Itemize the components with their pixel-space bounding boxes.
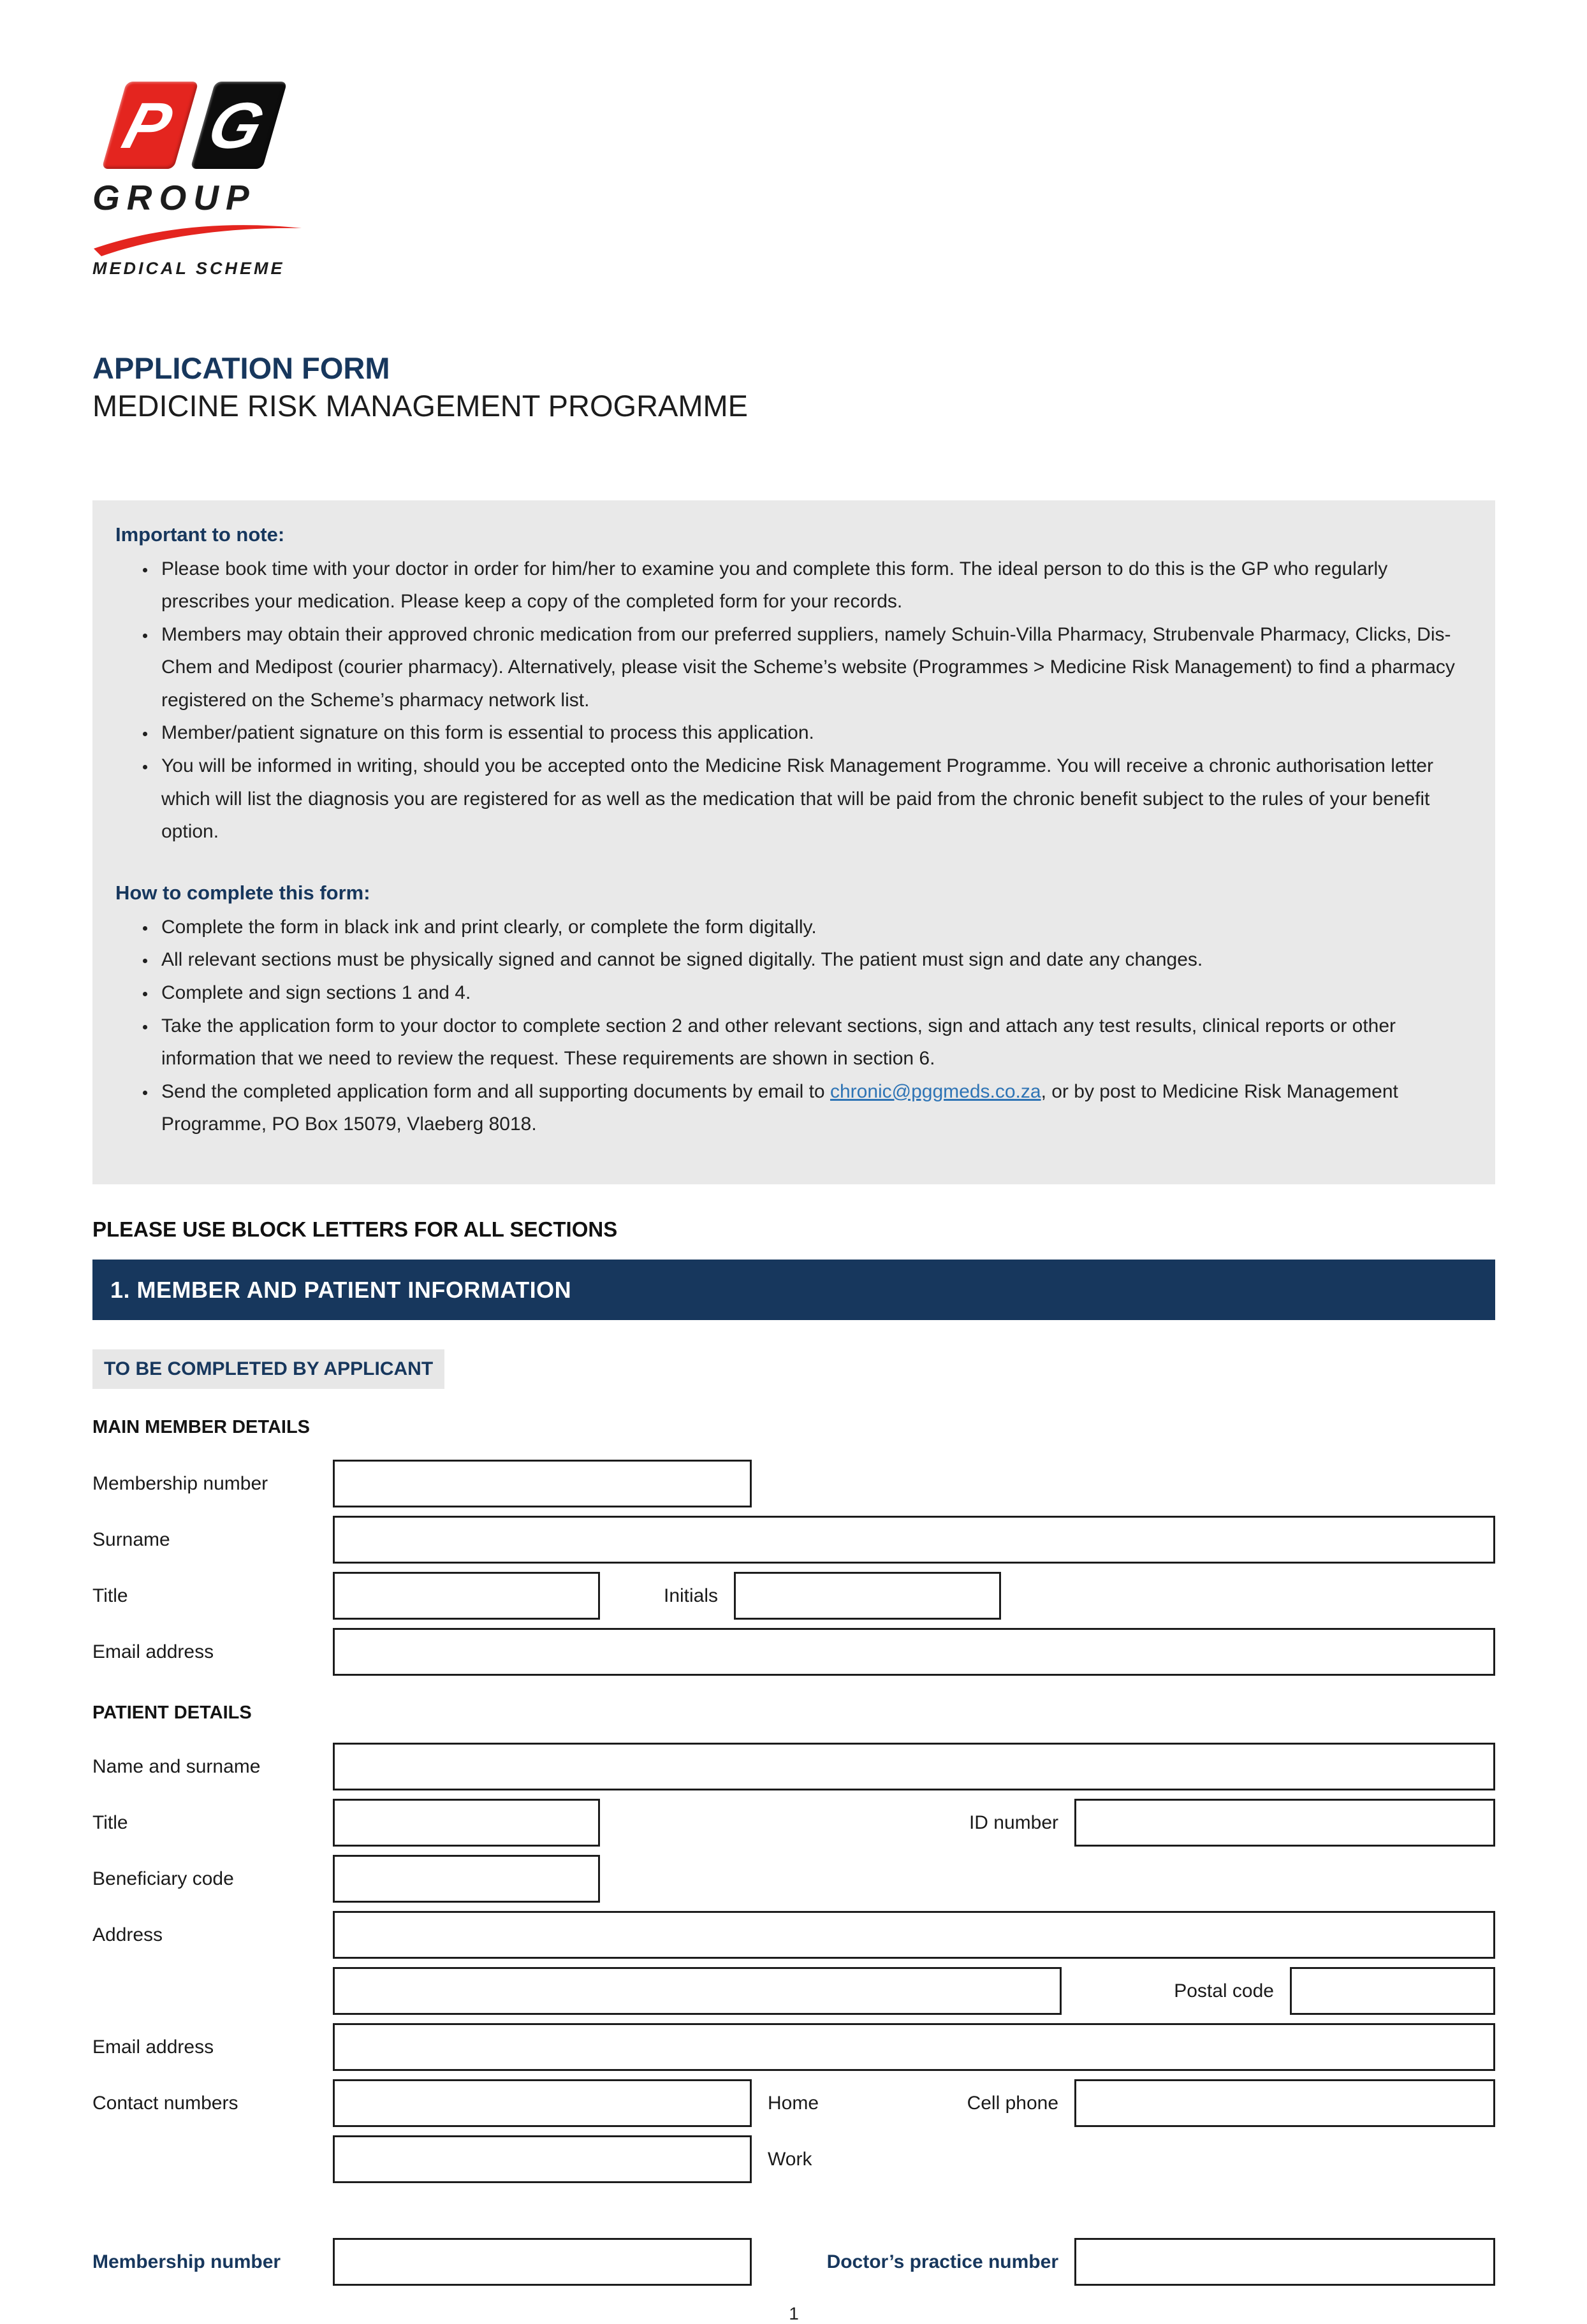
page-title: APPLICATION FORM bbox=[92, 351, 390, 385]
membership-number-row bbox=[92, 1460, 1495, 1507]
logo-tagline: MEDICAL SCHEME bbox=[92, 259, 285, 278]
surname-input[interactable] bbox=[333, 1516, 1495, 1564]
member-email-label: Email address bbox=[92, 1641, 214, 1662]
section-1-title: 1. MEMBER AND PATIENT INFORMATION bbox=[110, 1276, 572, 1303]
patient-name-row bbox=[92, 1743, 1495, 1790]
send-text-pre: Send the completed application form and all supporting documents by email to bbox=[161, 1080, 830, 1102]
work-phone-input[interactable] bbox=[333, 2135, 752, 2183]
how-to-bullet: • All relevant sections must be physically signed and cannot be signed digitally. The patient must sign and date any changes. bbox=[156, 943, 1457, 977]
home-label: Home bbox=[768, 2092, 819, 2114]
id-number-label: ID number bbox=[969, 1812, 1058, 1833]
how-to-bullet-send bbox=[156, 1075, 1457, 1141]
initials-label: Initials bbox=[664, 1585, 719, 1606]
address-line1-input[interactable] bbox=[333, 1911, 1495, 1959]
address-row-2 bbox=[92, 1967, 1495, 2015]
member-email-row bbox=[92, 1628, 1495, 1676]
block-letters-instruction: PLEASE USE BLOCK LETTERS FOR ALL SECTIONS bbox=[92, 1217, 618, 1241]
patient-title-input[interactable] bbox=[333, 1799, 600, 1847]
pg-logo-tiles bbox=[92, 82, 303, 170]
member-email-input[interactable] bbox=[333, 1628, 1495, 1676]
important-bullet: • You will be informed in writing, should you be accepted onto the Medicine Risk Management Programme. You will receive a chronic authorisation letter which will list the diagnosis you are registered for as well as the medication that will be paid from the chronic benefit subject to the rules of your benefit option. bbox=[156, 750, 1457, 848]
section-1-header-bar bbox=[92, 1260, 1495, 1320]
how-to-bullet: • Complete the form in black ink and print clearly, or complete the form digitally. bbox=[156, 911, 1457, 944]
beneficiary-code-input[interactable] bbox=[333, 1855, 600, 1903]
beneficiary-code-row bbox=[92, 1855, 1495, 1903]
surname-row bbox=[92, 1516, 1495, 1564]
important-bullet-list bbox=[115, 553, 1457, 848]
patient-details-heading: PATIENT DETAILS bbox=[92, 1703, 252, 1723]
important-heading: Important to note: bbox=[115, 523, 285, 546]
work-phone-row bbox=[92, 2135, 1495, 2183]
logo-group-text: GROUP bbox=[92, 178, 256, 217]
pg-group-logo bbox=[92, 82, 303, 279]
patient-name-label: Name and surname bbox=[92, 1755, 261, 1777]
logo-swoosh-icon bbox=[92, 219, 303, 256]
contact-numbers-row bbox=[92, 2079, 1495, 2127]
notes-box bbox=[92, 500, 1495, 1185]
initials-input[interactable] bbox=[734, 1572, 1001, 1620]
logo-p-tile bbox=[101, 82, 198, 169]
cell-phone-input[interactable] bbox=[1074, 2079, 1495, 2127]
postal-code-input[interactable] bbox=[1290, 1967, 1495, 2015]
send-text-post: , or by post to Medicine Risk Management Programme, PO Box 15079, Vlaeberg 8018. bbox=[161, 1080, 1398, 1135]
important-bullet: • Please book time with your doctor in order for him/her to examine you and complete this form. The ideal person to do this is the GP who regularly prescribes your medication. Please keep a copy of the completed form for your records. bbox=[156, 553, 1457, 618]
how-to-bullet: • Complete and sign sections 1 and 4. bbox=[156, 977, 1457, 1010]
id-number-input[interactable] bbox=[1074, 1799, 1495, 1847]
page-subtitle: MEDICINE RISK MANAGEMENT PROGRAMME bbox=[92, 388, 749, 423]
how-to-bullet: • Take the application form to your doctor to complete section 2 and other relevant sections, sign and attach any test results, clinical reports or other information that we need to review the request. These requirements are shown in section 6. bbox=[156, 1010, 1457, 1075]
footer-numbers-row bbox=[92, 2238, 1495, 2286]
patient-email-label: Email address bbox=[92, 2036, 214, 2058]
patient-email-row bbox=[92, 2023, 1495, 2071]
how-to-bullet-list bbox=[115, 911, 1457, 1141]
title-initials-row bbox=[92, 1572, 1495, 1620]
postal-code-label: Postal code bbox=[1174, 1980, 1274, 2001]
logo-letter-p: P bbox=[115, 89, 180, 162]
important-bullet: • Member/patient signature on this form is essential to process this application. bbox=[156, 716, 1457, 750]
member-title-label: Title bbox=[92, 1585, 128, 1606]
important-bullet: • Members may obtain their approved chronic medication from our preferred suppliers, namely Schuin-Villa Pharmacy, Strubenvale Pharmacy, Clicks, Dis-Chem and Medipost (courier pharmacy). Alternatively, please visit the Scheme’s website (Programmes > Medicine Risk Management) to find a pharmacy registered on the Scheme’s pharmacy network list. bbox=[156, 618, 1457, 717]
doctor-practice-number-input[interactable] bbox=[1074, 2238, 1495, 2286]
doctor-practice-number-label: Doctor’s practice number bbox=[826, 2251, 1058, 2272]
address-line2-input[interactable] bbox=[333, 1967, 1062, 2015]
work-label: Work bbox=[768, 2148, 812, 2170]
member-title-input[interactable] bbox=[333, 1572, 600, 1620]
surname-label: Surname bbox=[92, 1529, 170, 1550]
cell-phone-label: Cell phone bbox=[967, 2092, 1058, 2114]
contact-numbers-label: Contact numbers bbox=[92, 2092, 238, 2114]
patient-name-input[interactable] bbox=[333, 1743, 1495, 1790]
applicant-chip: TO BE COMPLETED BY APPLICANT bbox=[92, 1349, 444, 1389]
beneficiary-code-label: Beneficiary code bbox=[92, 1868, 234, 1889]
patient-email-input[interactable] bbox=[333, 2023, 1495, 2071]
how-to-heading: How to complete this form: bbox=[115, 881, 370, 904]
address-row-1 bbox=[92, 1911, 1495, 1959]
chronic-email-link[interactable]: chronic@pggmeds.co.za bbox=[830, 1080, 1041, 1102]
footer-membership-number-input[interactable] bbox=[333, 2238, 752, 2286]
logo-letter-g: G bbox=[200, 89, 272, 162]
home-phone-input[interactable] bbox=[333, 2079, 752, 2127]
page-number: 1 bbox=[789, 2304, 799, 2323]
patient-title-label: Title bbox=[92, 1812, 128, 1833]
logo-g-tile bbox=[190, 82, 287, 169]
main-member-details-heading: MAIN MEMBER DETAILS bbox=[92, 1417, 311, 1437]
membership-number-input[interactable] bbox=[333, 1460, 752, 1507]
footer-membership-number-label: Membership number bbox=[92, 2251, 281, 2272]
membership-number-label: Membership number bbox=[92, 1472, 268, 1494]
address-label: Address bbox=[92, 1924, 163, 1945]
patient-title-id-row bbox=[92, 1799, 1495, 1847]
